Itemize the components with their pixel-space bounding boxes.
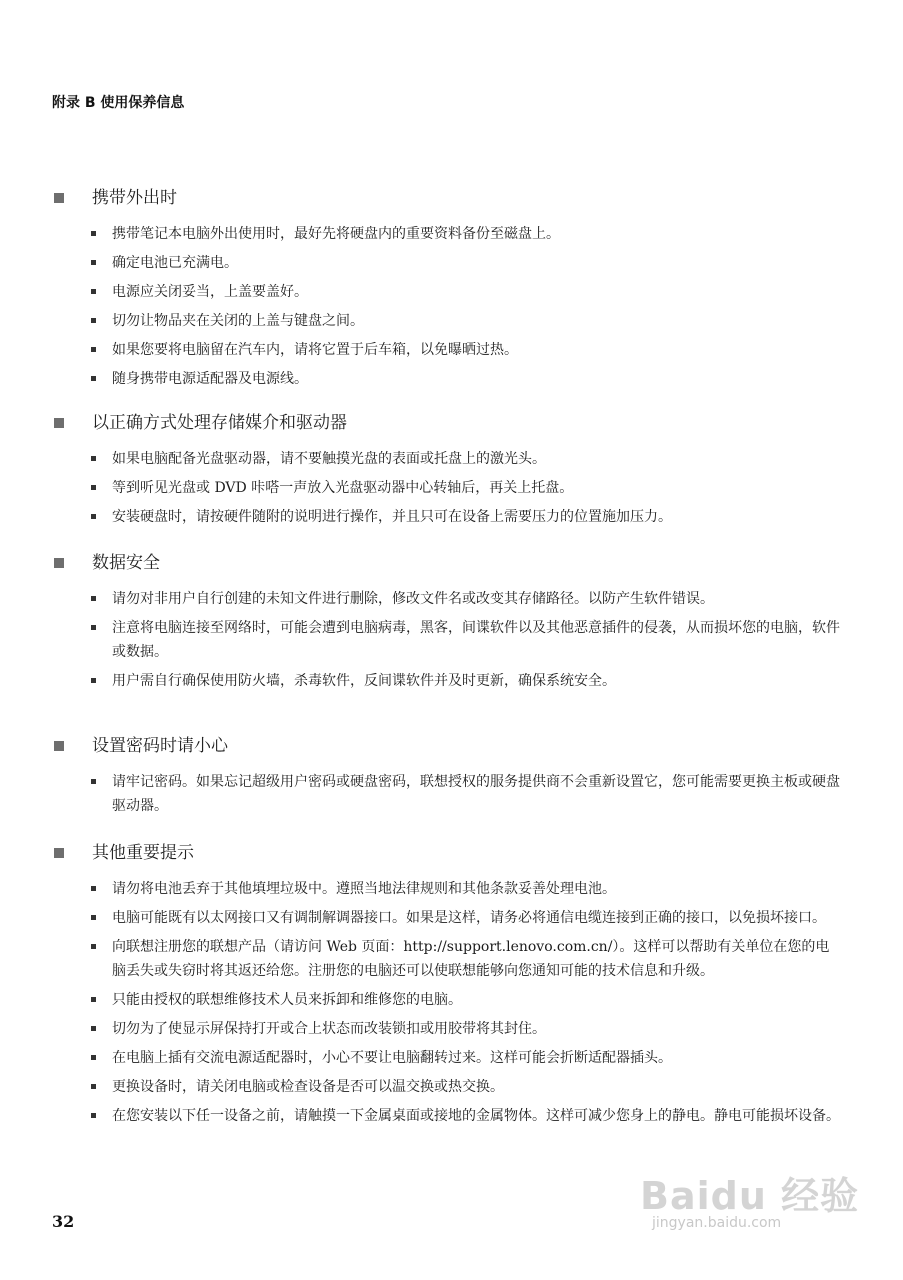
bullet-icon [91, 678, 96, 683]
section-storage-media [52, 411, 842, 534]
list-item: 携带笔记本电脑外出使用时，最好先将硬盘内的重要资料备份至磁盘上。 [52, 222, 842, 246]
bullet-icon [91, 260, 96, 265]
list-item: 请勿对非用户自行创建的未知文件进行删除，修改文件名或改变其存储路径。以防产生软件错误。 [52, 587, 842, 611]
section-title: 携带外出时 [92, 188, 177, 208]
bullet-icon [91, 1084, 96, 1089]
list-item: 切勿让物品夹在关闭的上盖与键盘之间。 [52, 309, 842, 333]
bullet-icon [91, 347, 96, 352]
list-item: 切勿为了使显示屏保持打开或合上状态而改装锁扣或用胶带将其封住。 [52, 1017, 842, 1041]
section-square-icon [54, 848, 64, 858]
list-item: 在您安装以下任一设备之前，请触摸一下金属桌面或接地的金属物体。这样可减少您身上的静电。静电可能损坏设备。 [52, 1104, 842, 1128]
list-item: 如果您要将电脑留在汽车内，请将它置于后车箱，以免曝晒过热。 [52, 338, 842, 362]
bullet-icon [91, 596, 96, 601]
list-item: 请勿将电池丢弃于其他填埋垃圾中。遵照当地法律规则和其他条款妥善处理电池。 [52, 877, 842, 901]
section-password [52, 734, 842, 823]
section-title: 数据安全 [92, 553, 160, 573]
bullet-icon [91, 485, 96, 490]
list-item: 向联想注册您的联想产品（请访问 Web 页面：http://support.lenovo.com.cn/）。这样可以帮助有关单位在您的电脑丢失或失窃时将其返还给您。注册您的电脑还可以使联想能够向您通知可能的技术信息和升级。 [52, 935, 842, 983]
section-square-icon [54, 558, 64, 568]
list-item: 安装硬盘时，请按硬件随附的说明进行操作，并且只可在设备上需要压力的位置施加压力。 [52, 505, 842, 529]
bullet-icon [91, 514, 96, 519]
bullet-icon [91, 318, 96, 323]
section-title: 其他重要提示 [92, 843, 194, 863]
list-item: 如果电脑配备光盘驱动器，请不要触摸光盘的表面或托盘上的激光头。 [52, 447, 842, 471]
baidu-watermark [640, 1165, 860, 1245]
section-data-security [52, 551, 842, 698]
page-number: 32 [52, 1212, 75, 1231]
bullet-icon [91, 915, 96, 920]
bullet-icon [91, 1055, 96, 1060]
section-title: 以正确方式处理存储媒介和驱动器 [92, 413, 347, 433]
section-square-icon [54, 418, 64, 428]
bullet-icon [91, 886, 96, 891]
section-other-tips [52, 841, 842, 1133]
bullet-icon [91, 779, 96, 784]
list-item: 在电脑上插有交流电源适配器时，小心不要让电脑翻转过来。这样可能会折断适配器插头。 [52, 1046, 842, 1070]
watermark-url: jingyan.baidu.com [652, 1215, 782, 1231]
bullet-icon [91, 456, 96, 461]
bullet-icon [91, 376, 96, 381]
list-item: 用户需自行确保使用防火墙，杀毒软件，反间谍软件并及时更新，确保系统安全。 [52, 669, 842, 693]
bullet-icon [91, 231, 96, 236]
bullet-icon [91, 1026, 96, 1031]
section-square-icon [54, 741, 64, 751]
list-item: 只能由授权的联想维修技术人员来拆卸和维修您的电脑。 [52, 988, 842, 1012]
list-item: 电源应关闭妥当，上盖要盖好。 [52, 280, 842, 304]
list-item: 更换设备时，请关闭电脑或检查设备是否可以温交换或热交换。 [52, 1075, 842, 1099]
bullet-icon [91, 997, 96, 1002]
list-item: 随身携带电源适配器及电源线。 [52, 367, 842, 391]
list-item: 确定电池已充满电。 [52, 251, 842, 275]
bullet-icon [91, 625, 96, 630]
bullet-icon [91, 289, 96, 294]
list-item: 等到听见光盘或 DVD 咔嗒一声放入光盘驱动器中心转轴后，再关上托盘。 [52, 476, 842, 500]
section-carrying [52, 186, 842, 396]
list-item: 注意将电脑连接至网络时，可能会遭到电脑病毒，黑客，间谍软件以及其他恶意插件的侵袭，从而损坏您的电脑，软件或数据。 [52, 616, 842, 664]
page-header: 附录 B 使用保养信息 [52, 95, 185, 111]
bullet-icon [91, 1113, 96, 1118]
section-title: 设置密码时请小心 [92, 736, 228, 756]
watermark-logo-text: Baidu 经验 [640, 1174, 860, 1218]
list-item: 电脑可能既有以太网接口又有调制解调器接口。如果是这样，请务必将通信电缆连接到正确的接口，以免损坏接口。 [52, 906, 842, 930]
list-item: 请牢记密码。如果忘记超级用户密码或硬盘密码，联想授权的服务提供商不会重新设置它，您可能需要更换主板或硬盘驱动器。 [52, 770, 842, 818]
section-square-icon [54, 193, 64, 203]
bullet-icon [91, 944, 96, 949]
